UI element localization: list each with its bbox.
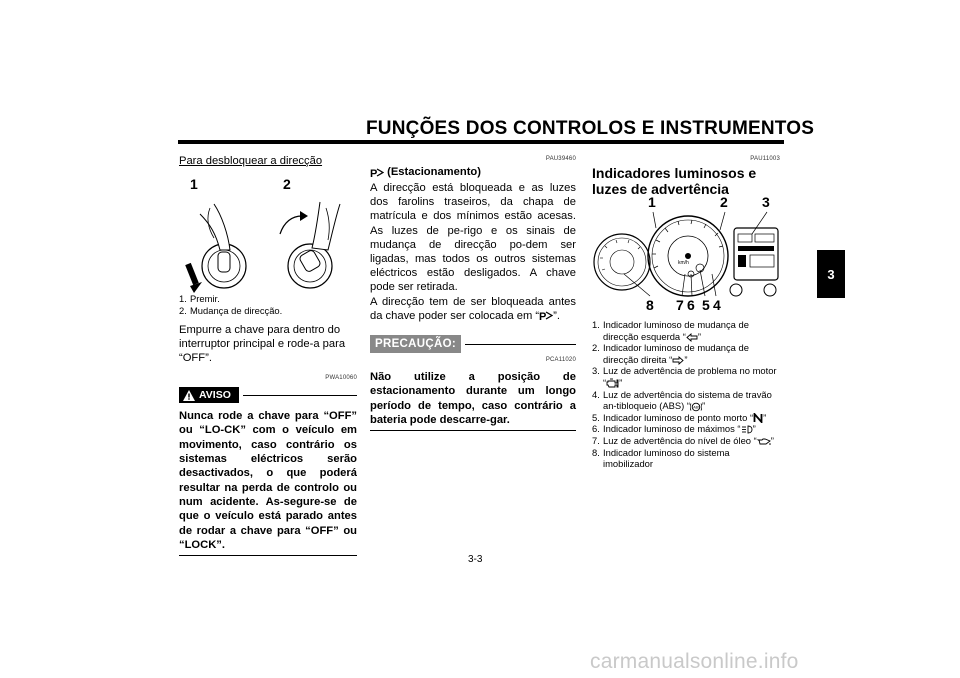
caution-header — [370, 335, 576, 353]
caution-ref: PCA11020 — [545, 357, 576, 364]
svg-text:km/h: km/h — [678, 260, 689, 266]
page-title: FUNÇÕES DOS CONTROLOS E INSTRUMENTOS — [366, 118, 815, 139]
warning-badge: AVISO — [179, 387, 239, 403]
header-rule — [178, 140, 784, 144]
warning-triangle-icon — [183, 390, 195, 401]
page-number: 3-3 — [468, 554, 483, 565]
caution-badge: PRECAUÇÃO: — [370, 335, 461, 353]
chapter-tab[interactable]: 3 — [817, 250, 845, 298]
parking-icon — [370, 167, 384, 178]
list-item: 3. Luz de advertência de problema no motor “ ” — [592, 365, 777, 388]
list-item: 7. Luz de advertência do nível de óleo “ ” — [592, 434, 774, 446]
figure-label-3: 3 — [762, 194, 770, 210]
parking-description: A direcção está bloqueada e as luzes dos farolins traseiros, da chapa de matrícula e dos mínimos estão acesas. As luzes de pe-rigo e os sinais de mudança de direcção po-dem ser ligadas, mas todos os outros sistemas eléctricos estão desligados. A chave pode ser retirada. — [370, 182, 576, 294]
middle-column — [370, 152, 576, 431]
parking-ref: PAU39460 — [545, 156, 576, 162]
abs-icon — [690, 402, 702, 412]
oil-can-icon — [757, 437, 771, 446]
watermark[interactable]: carmanualsonline.info — [590, 650, 799, 673]
right-column — [592, 152, 780, 197]
parking-icon — [539, 310, 553, 321]
figure-label-6: 6 — [687, 297, 695, 313]
parking-note: A direcção tem de ser bloqueada antes da chave poder ser colocada em “ P ”. — [370, 295, 576, 322]
figure-label-1: 1 — [648, 194, 656, 210]
figure-label-2: 2 — [283, 176, 291, 192]
engine-icon — [606, 378, 619, 388]
indicators-title: Indicadores luminosos e luzes de advertência — [592, 165, 757, 197]
left-column — [179, 154, 357, 168]
left-arrow-icon — [686, 333, 698, 342]
neutral-icon — [753, 413, 763, 423]
figure-label-7: 7 — [676, 297, 684, 313]
svg-text:P: P — [370, 167, 378, 178]
instrument-figure — [592, 194, 780, 316]
high-beam-icon — [741, 425, 753, 434]
list-item: 8. Indicador luminoso do sistema imobilizador — [592, 446, 730, 470]
caption-item: 2. Mudança de direcção. — [179, 304, 283, 316]
key-illustration — [180, 194, 358, 294]
list-item: 4. Luz de advertência do sistema de travão an-tibloqueio (ABS) “ ABS ” — [592, 388, 772, 412]
unlock-instructions: Empurre a chave para dentro do interruptor principal e rode-a para “OFF”. — [179, 324, 346, 365]
key-figure — [180, 174, 358, 294]
figure-label-4: 4 — [713, 297, 721, 313]
caution-text: Não utilize a posição de estacionamento durante um longo período de tempo, caso contrário a bateria pode descarre-gar. — [370, 371, 576, 426]
unlock-heading: Para desbloquear a direcção — [179, 155, 323, 167]
parking-title: P (Estacionamento) — [370, 166, 481, 178]
warning-text: Nunca rode a chave para “OFF” ou “LO-CK” com o veículo em movimento, caso contrário os sistemas eléctricos serão desactivados, o que poderá resultar na perda de controlo ou num acidente. As-segure-se de que o veículo está parado antes de rodar a chave para “OFF” ou “LOCK”. — [179, 410, 357, 551]
list-item: 2. Indicador luminoso de mudança de direcção direita “ ” — [592, 342, 749, 365]
right-arrow-icon — [672, 356, 684, 365]
indicator-list — [592, 319, 782, 470]
indicators-ref: PAU11003 — [750, 156, 780, 162]
list-item: 6. Indicador luminoso de máximos “ ” — [592, 423, 756, 435]
figure-label-5: 5 — [702, 297, 710, 313]
warning-ref: PWA10060 — [325, 375, 357, 382]
cluster-illustration — [592, 208, 780, 300]
figure-label-1: 1 — [190, 176, 198, 192]
warning-header — [179, 387, 357, 403]
list-item: 1. Indicador luminoso de mudança de direcção esquerda “ ” — [592, 319, 749, 342]
list-item: 5. Indicador luminoso de ponto morto “ ” — [592, 411, 767, 423]
svg-text:ABS: ABS — [693, 405, 701, 410]
figure-label-2: 2 — [720, 194, 728, 210]
figure-label-8: 8 — [646, 297, 654, 313]
caption-item: 1. Premir. — [179, 293, 220, 304]
svg-text:P: P — [539, 311, 547, 322]
figure-captions — [179, 293, 357, 316]
